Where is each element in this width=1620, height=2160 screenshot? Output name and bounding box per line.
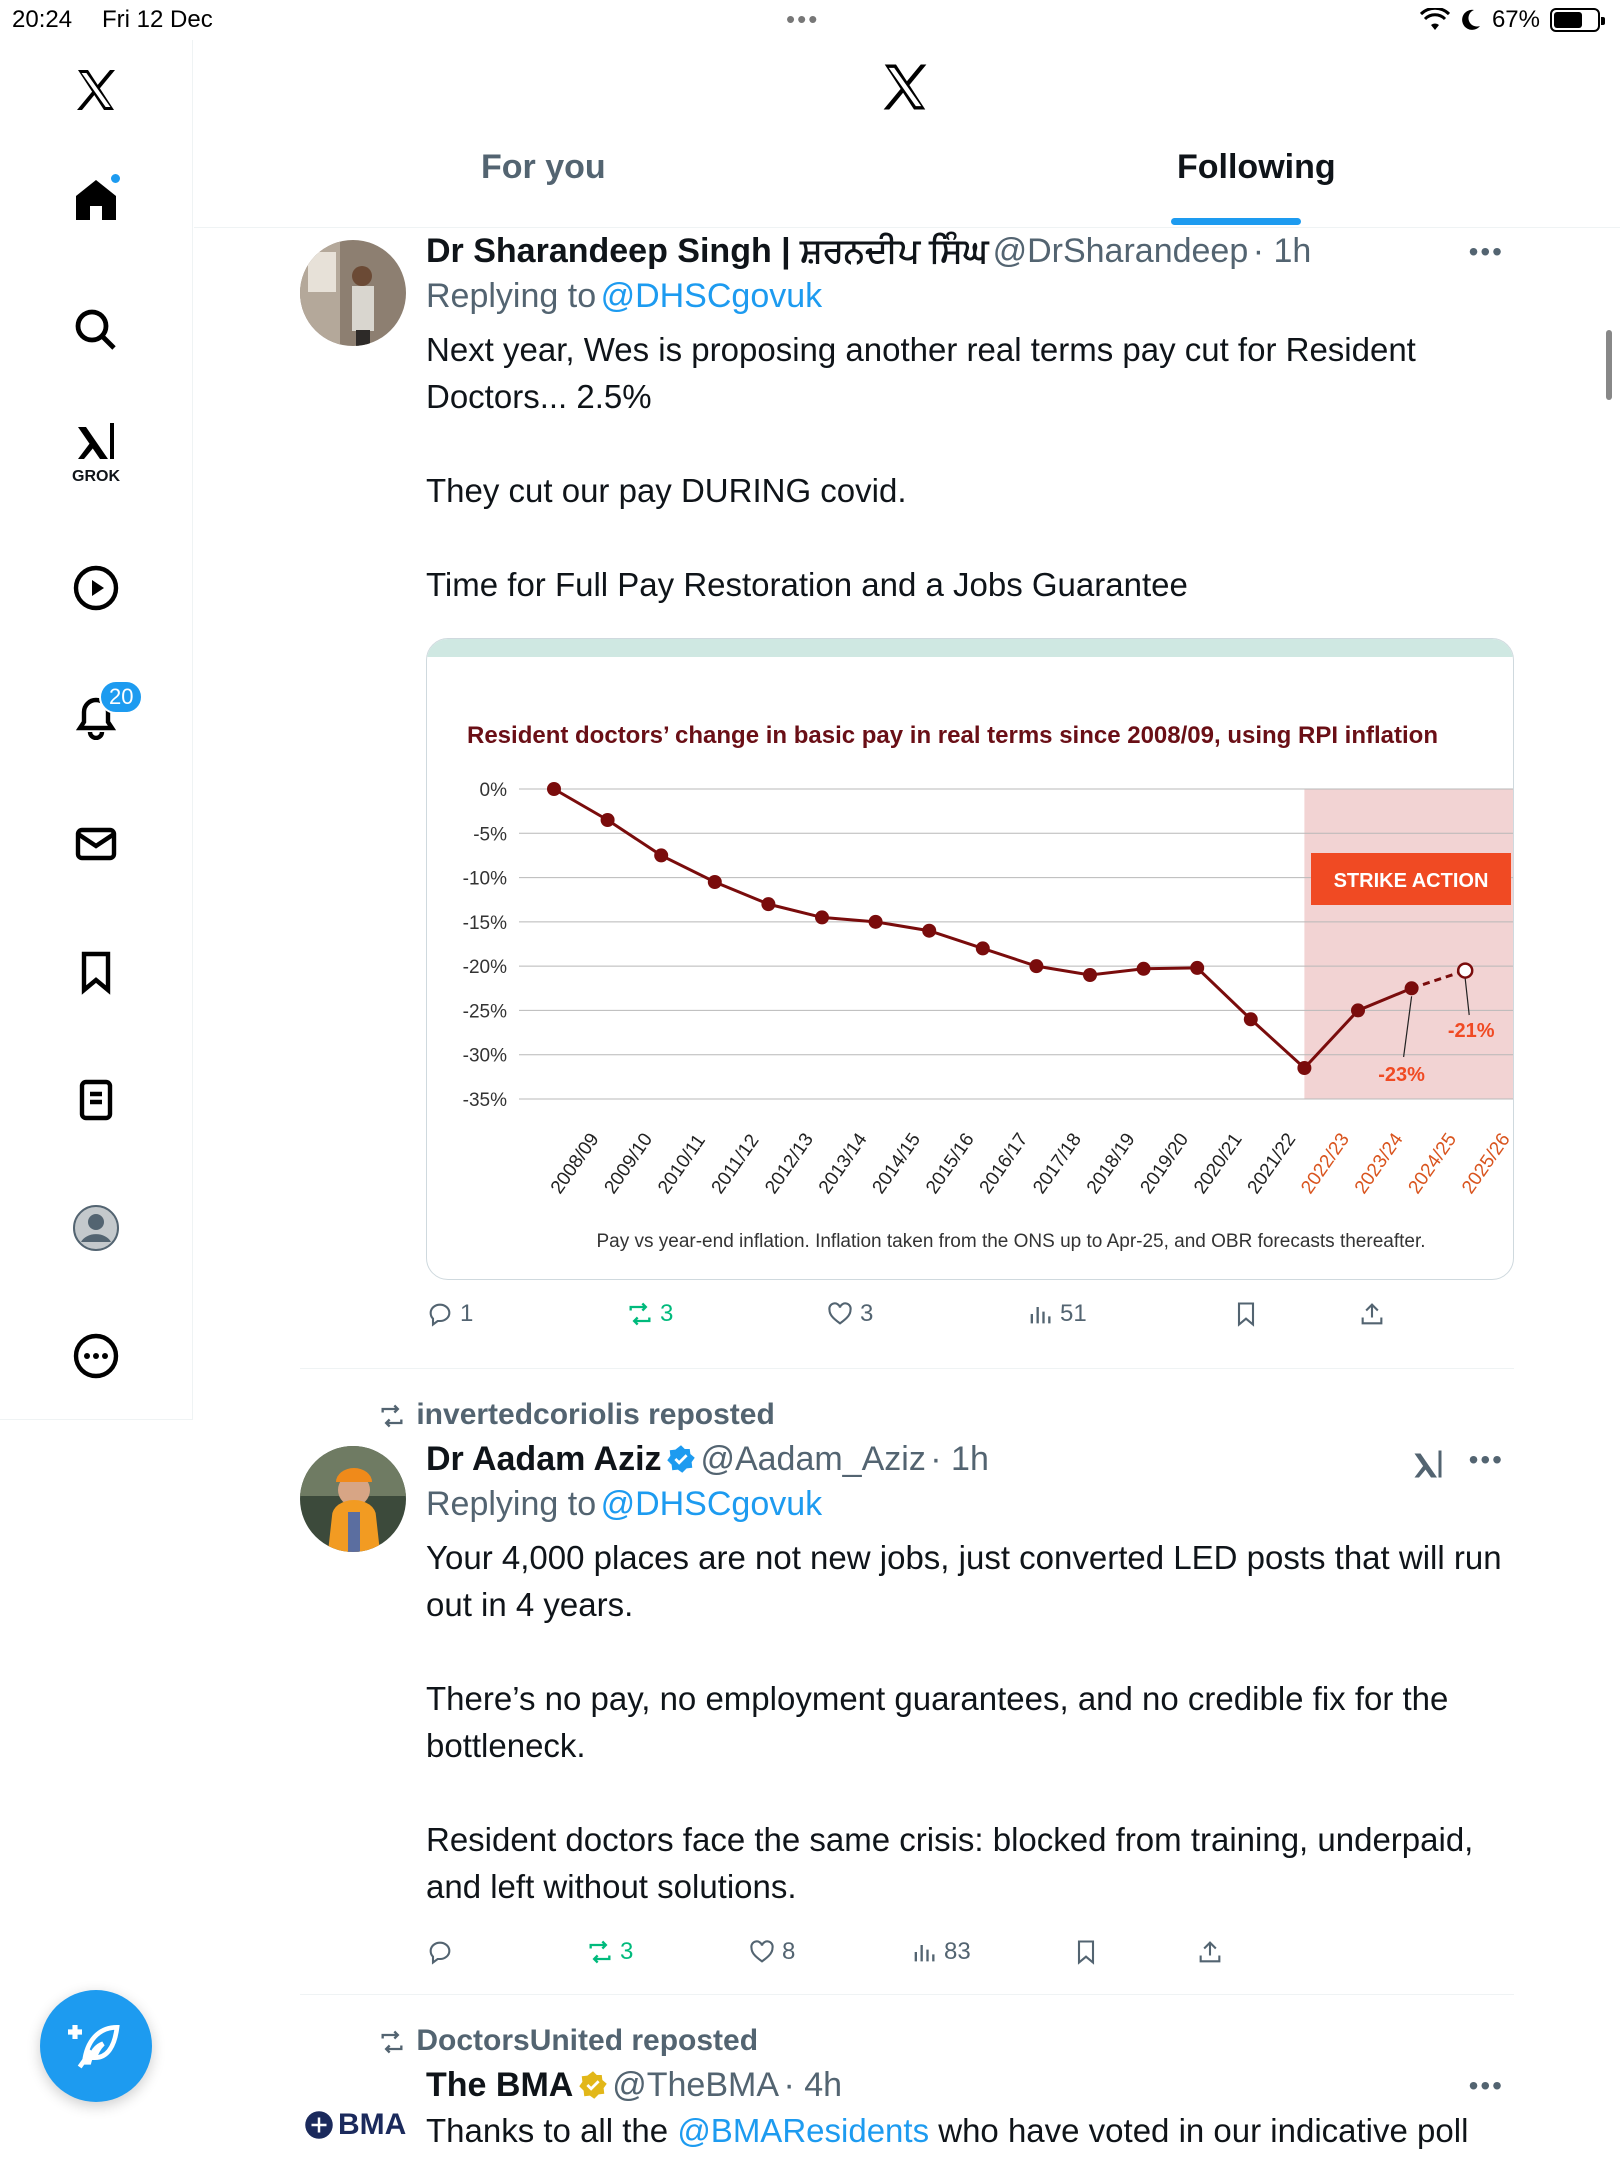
repost-icon (586, 1938, 614, 1966)
data-point (1029, 959, 1043, 973)
y-tick-label: -10% (462, 868, 507, 890)
x-tick-label: 2014/15 (868, 1129, 926, 1198)
tweet-1-view-count: 51 (1060, 1300, 1087, 1327)
like-icon (748, 1938, 776, 1966)
tweet-1-repost-button[interactable] (626, 1300, 673, 1328)
tweet-3-more-icon[interactable]: ••• (1468, 2070, 1504, 2101)
bookmark-icon (1232, 1300, 1260, 1328)
data-point (1190, 961, 1204, 975)
reply-icon (426, 1300, 454, 1328)
x-tick-label: 2008/09 (546, 1129, 604, 1198)
tweet-1-replying-to-link[interactable]: @DHSCgovuk (600, 277, 823, 315)
data-point (601, 813, 615, 827)
tweet-1-author-name[interactable]: Dr Sharandeep Singh | ਸ਼ਰਨਦੀਪ ਸਿੰਘ (426, 232, 989, 270)
compose-feather-icon (68, 2018, 124, 2074)
tweet-1-handle[interactable]: @DrSharandeep (992, 232, 1249, 270)
compose-post-button[interactable] (40, 1990, 152, 2102)
data-point (1083, 968, 1097, 982)
verified-gold-badge-icon (578, 2070, 608, 2100)
y-tick-label: -5% (473, 824, 507, 846)
chart-footnote: Pay vs year-end inflation. Inflation taken from the ONS up to Apr-25, and OBR forecasts thereafter. (596, 1231, 1426, 1252)
x-tick-label: 2019/20 (1136, 1129, 1194, 1198)
tweet-1-more-icon[interactable]: ••• (1468, 236, 1504, 267)
tab-active-indicator (1171, 218, 1301, 225)
views-icon (910, 1938, 938, 1966)
tweet-3-text-prefix: Thanks to all the (426, 2112, 669, 2149)
pay-change-chart (427, 639, 1514, 1280)
tweet-2-like-count: 8 (782, 1938, 796, 1965)
bma-logo-text: BMA (338, 2108, 407, 2141)
data-point (761, 897, 775, 911)
bookmarks-icon[interactable] (56, 932, 136, 1012)
tweet-divider (300, 1368, 1514, 1369)
x-tick-label: 2020/21 (1190, 1129, 1247, 1198)
tweet-3-repost-indicator[interactable] (376, 2024, 758, 2058)
profile-avatar[interactable] (56, 1188, 136, 1268)
repost-icon (626, 1300, 654, 1328)
status-right (1420, 6, 1600, 34)
x-tick-label: 2010/11 (654, 1130, 710, 1198)
tweet-2-view-count: 83 (944, 1938, 971, 1965)
notifications-icon[interactable] (56, 676, 136, 756)
chart-title: Resident doctors’ change in basic pay in real terms since 2008/09, using RPI inflation (467, 722, 1438, 749)
battery-percent: 67% (1491, 6, 1540, 33)
x-tick-label: 2021/22 (1243, 1129, 1301, 1198)
tab-following[interactable]: Following (1177, 148, 1336, 186)
tweet-2-time[interactable]: · 1h (930, 1440, 989, 1478)
tweet-3-text (426, 2107, 1514, 2154)
repost-icon (376, 2028, 408, 2056)
data-point (654, 848, 668, 862)
header-x-logo-icon[interactable] (878, 60, 932, 119)
tweet-2-bookmark-button[interactable] (1072, 1938, 1100, 1966)
more-options-icon[interactable] (56, 1316, 136, 1396)
share-icon (1358, 1300, 1386, 1328)
tweet-1-replying-label: Replying to (426, 277, 597, 315)
x-tick-label: 2025/26 (1458, 1129, 1515, 1198)
tweet-1-views-button[interactable] (1026, 1300, 1087, 1328)
tweet-3-avatar[interactable] (304, 2108, 406, 2142)
x-tick-label: 2012/13 (761, 1129, 818, 1198)
tweet-1[interactable] (426, 232, 1514, 608)
tweet-3-text-suffix: who have voted in our indicative poll (938, 2112, 1469, 2149)
tweet-1-reply-count: 1 (460, 1300, 474, 1327)
x-tick-label: 2018/19 (1082, 1129, 1140, 1198)
views-icon (1026, 1300, 1054, 1328)
tweet-1-bookmark-button[interactable] (1232, 1300, 1260, 1328)
multitasking-dots-icon[interactable]: ••• (786, 4, 820, 34)
tweet-1-like-count: 3 (860, 1300, 874, 1327)
data-point (869, 915, 883, 929)
strike-action-label: STRIKE ACTION (1333, 870, 1489, 892)
data-point (976, 941, 990, 955)
tweet-2-replying-to-link[interactable]: @DHSCgovuk (600, 1485, 823, 1523)
tweet-2-grok-icon[interactable] (1410, 1446, 1446, 1487)
video-icon[interactable] (56, 548, 136, 628)
y-tick-label: -15% (462, 912, 507, 934)
tweet-2-actions (426, 1938, 1426, 1978)
bookmark-icon (1072, 1938, 1100, 1966)
x-tick-label: 2023/24 (1350, 1129, 1408, 1198)
bma-logo-icon (304, 2110, 334, 2140)
grok-label: GROK (72, 468, 120, 485)
data-point (922, 924, 936, 938)
tweet-2-repost-button[interactable] (586, 1938, 633, 1966)
data-point (1405, 981, 1419, 995)
tweet-3-time[interactable]: · 4h (783, 2066, 843, 2104)
tweet-2-views-button[interactable] (910, 1938, 971, 1966)
x-tick-label: 2022/23 (1297, 1129, 1354, 1198)
data-point (1297, 1061, 1311, 1075)
y-tick-label: -30% (462, 1045, 507, 1067)
x-tick-label: 2011/12 (707, 1130, 764, 1198)
data-point (1137, 962, 1151, 976)
status-date: Fri 12 Dec (102, 6, 213, 33)
tweet-3-mention-link[interactable]: @BMAResidents (677, 2112, 930, 2149)
tweet-1-chart-image[interactable] (426, 638, 1514, 1280)
data-point (708, 875, 722, 889)
verified-badge-icon (666, 1444, 696, 1474)
annotation-label: -21% (1447, 1020, 1495, 1042)
x-tick-label: 2017/18 (1029, 1129, 1086, 1198)
notifications-badge: 20 (99, 680, 143, 714)
tweet-2-repost-indicator[interactable] (376, 1398, 775, 1432)
repost-icon (376, 1402, 408, 1430)
tweet-2-author-name[interactable]: Dr Aadam Aziz (426, 1440, 662, 1478)
x-logo-icon[interactable] (56, 50, 136, 130)
data-point (815, 910, 829, 924)
tweet-3-author-name[interactable]: The BMA (426, 2066, 574, 2104)
tweet-2-like-button[interactable] (748, 1938, 795, 1966)
y-tick-label: -35% (462, 1090, 507, 1111)
x-tick-label: 2015/16 (922, 1129, 979, 1198)
tweet-2-text: Your 4,000 places are not new jobs, just converted LED posts that will run out in 4 years. There’s no pay, no employment guarantees, and no credible fix for the bottleneck. Resident doctors face the same crisis: blocked from training, underpaid, and left without solutions. (426, 1539, 1502, 1905)
grok-icon[interactable] (56, 410, 136, 490)
reply-icon (426, 1938, 454, 1966)
home-notification-dot (109, 172, 122, 185)
tweet-1-avatar[interactable] (300, 240, 406, 346)
data-point (1458, 964, 1472, 978)
tweet-3[interactable] (426, 2066, 1514, 2154)
tweet-2-repost-count: 3 (620, 1938, 634, 1965)
like-icon (826, 1300, 854, 1328)
share-icon (1196, 1938, 1224, 1966)
timeline-header (194, 40, 1620, 228)
status-bar (0, 0, 1620, 40)
battery-icon (1550, 8, 1600, 32)
tweet-1-text: Next year, Wes is proposing another real terms pay cut for Resident Doctors... 2.5% They cut our pay DURING covid. Time for Full Pay Restoration and a Jobs Guarantee (426, 331, 1416, 603)
messages-icon[interactable] (56, 804, 136, 884)
tweet-2-share-button[interactable] (1196, 1938, 1224, 1966)
tab-for-you[interactable]: For you (481, 148, 606, 186)
tweet-divider (300, 1994, 1514, 1995)
tweet-1-like-button[interactable] (826, 1300, 873, 1328)
data-point (1244, 1012, 1258, 1026)
tweet-1-reply-button[interactable] (426, 1300, 473, 1328)
rail-divider (0, 1419, 193, 1420)
strike-action-region (1304, 789, 1514, 1099)
tweet-1-repost-count: 3 (660, 1300, 674, 1327)
data-point (1351, 1003, 1365, 1017)
tweet-2-reply-button[interactable] (426, 1938, 460, 1966)
tweet-2[interactable] (426, 1440, 1514, 1910)
search-icon[interactable] (56, 290, 136, 370)
tweet-3-reposted-by[interactable]: DoctorsUnited reposted (416, 2024, 759, 2057)
x-tick-label: 2013/14 (814, 1129, 872, 1198)
tweet-3-handle[interactable]: @TheBMA (612, 2066, 780, 2104)
tweet-1-time[interactable]: · 1h (1252, 232, 1312, 270)
x-tick-label: 2009/10 (600, 1129, 658, 1198)
tweet-2-reposted-by[interactable]: invertedcoriolis reposted (416, 1398, 775, 1431)
wifi-icon (1420, 8, 1450, 32)
y-tick-label: -20% (462, 957, 507, 979)
tweet-2-handle[interactable]: @Aadam_Aziz (700, 1440, 926, 1478)
x-tick-label: 2024/25 (1404, 1129, 1462, 1198)
tweet-2-replying-label: Replying to (426, 1485, 597, 1523)
tweet-2-avatar[interactable] (300, 1446, 406, 1552)
scrollbar[interactable] (1606, 330, 1612, 400)
x-tick-label: 2016/17 (975, 1129, 1033, 1198)
home-icon[interactable] (56, 160, 136, 240)
tweet-2-more-icon[interactable]: ••• (1468, 1444, 1504, 1475)
series-line (554, 789, 1412, 1068)
lists-icon[interactable] (56, 1060, 136, 1140)
y-tick-label: 0% (479, 780, 507, 801)
tweet-1-share-button[interactable] (1358, 1300, 1386, 1328)
status-time: 20:24 (12, 6, 73, 33)
tweet-1-actions (426, 1300, 1426, 1340)
annotation-label: -23% (1378, 1064, 1425, 1086)
side-navigation (0, 40, 193, 1420)
y-tick-label: -25% (462, 1001, 507, 1023)
moon-icon (1460, 8, 1482, 32)
data-point (547, 782, 561, 796)
